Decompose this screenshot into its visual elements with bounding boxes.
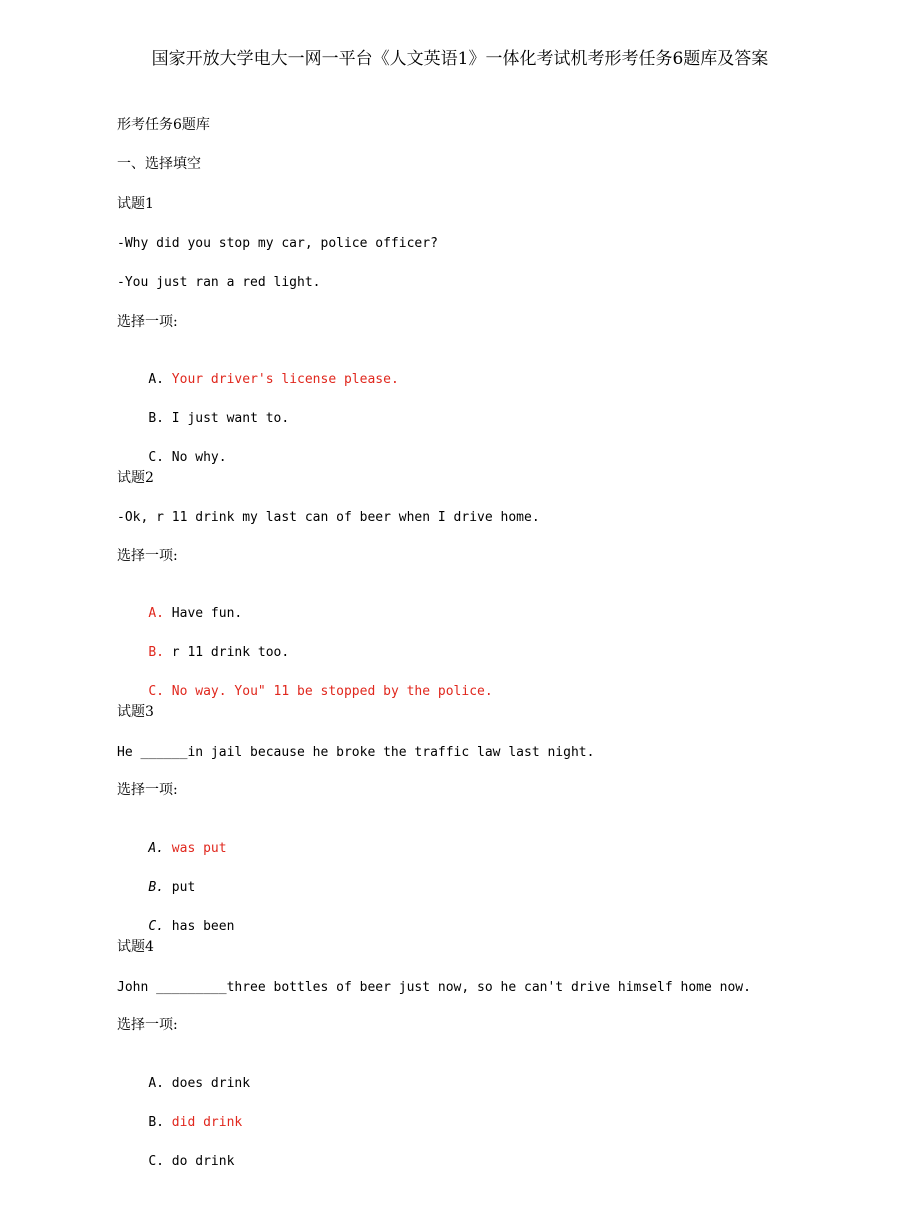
option-text: Have fun. [171, 606, 243, 621]
question-stem: -Ok, r 11 drink my last can of beer when I drive home. [117, 510, 540, 525]
question-stem: -Why did you stop my car, police officer? [117, 236, 438, 251]
option-letter: B. [148, 880, 164, 895]
choose-one-label: 选择一项: [117, 782, 178, 798]
option [117, 1135, 234, 1189]
option-text: No why. [171, 450, 227, 465]
option-letter: A. [148, 606, 164, 621]
option-text: has been [171, 919, 235, 934]
option-letter: A. [148, 1076, 164, 1091]
section-heading: 一、选择填空 [117, 156, 201, 172]
document-title: 国家开放大学电大一网一平台《人文英语1》一体化考试机考形考任务6题库及答案 [151, 49, 769, 69]
choose-one-label: 选择一项: [117, 314, 178, 330]
question-label: 试题2 [117, 470, 154, 486]
option-letter: C. [148, 684, 164, 699]
question-label: 试题4 [117, 939, 154, 955]
option-text-answer: was put [171, 841, 227, 856]
option-text: I just want to. [171, 411, 290, 426]
option-letter: C. [148, 450, 164, 465]
question-stem: John _________three bottles of beer just now, so he can't drive himself home now. [117, 980, 751, 995]
choose-one-label: 选择一项: [117, 1017, 178, 1033]
option-text-answer: No way. You" 11 be stopped by the police. [171, 684, 493, 699]
option-text-answer: Your driver's license please. [171, 372, 399, 387]
question-stem: He ______in jail because he broke the traffic law last night. [117, 745, 595, 760]
option-letter: B. [148, 411, 164, 426]
option-letter: A. [148, 841, 164, 856]
option-letter: B. [148, 1115, 164, 1130]
option-text: put [171, 880, 196, 895]
option-letter: B. [148, 645, 164, 660]
option-text-answer: did drink [171, 1115, 243, 1130]
choose-one-label: 选择一项: [117, 548, 178, 564]
question-label: 试题1 [117, 196, 154, 212]
option [117, 665, 493, 719]
option-text: do drink [171, 1154, 235, 1169]
option-letter: A. [148, 372, 164, 387]
bank-heading: 形考任务6题库 [117, 117, 210, 133]
option-letter: C. [148, 1154, 164, 1169]
question-stem: -You just ran a red light. [117, 275, 321, 290]
option-text: does drink [171, 1076, 251, 1091]
option-text: r 11 drink too. [171, 645, 290, 660]
option-letter: C. [148, 919, 164, 934]
question-label: 试题3 [117, 704, 154, 720]
